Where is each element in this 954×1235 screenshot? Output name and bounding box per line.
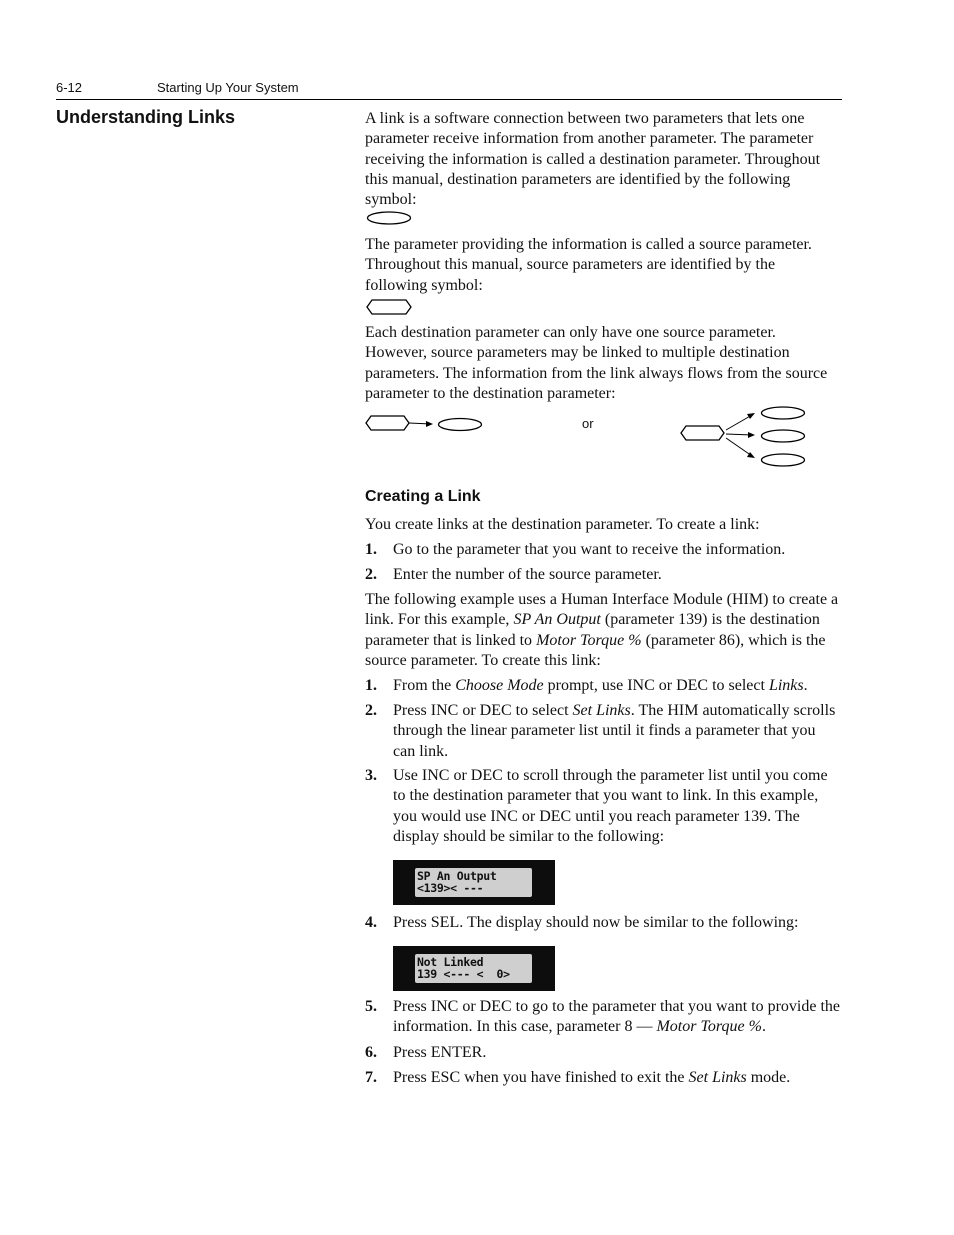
list-item xyxy=(365,1043,841,1063)
paragraph-create-intro: You create links at the destination parameter. To create a link: xyxy=(365,516,760,533)
multi-link-diagram xyxy=(678,404,810,470)
destination-symbol-icon xyxy=(762,407,805,419)
step-number: 1. xyxy=(365,541,377,558)
page-header xyxy=(56,80,842,100)
list-item xyxy=(365,1068,841,1088)
step-number: 5. xyxy=(365,998,377,1015)
list-item xyxy=(365,540,841,560)
page-number: 6-12 xyxy=(56,80,83,95)
paragraph-source-definition: The parameter providing the information is called a source parameter. Throughout this manual, source parameters are identified by the following symbol: xyxy=(365,236,812,294)
list-item xyxy=(365,565,841,585)
list-item xyxy=(365,913,841,933)
step-number: 6. xyxy=(365,1044,377,1061)
subsection-title: Creating a Link xyxy=(365,488,481,505)
list-item xyxy=(365,997,841,1038)
list-item xyxy=(365,676,841,696)
him-lcd-display xyxy=(393,946,555,991)
step-text: Press INC or DEC to go to the parameter that you want to provide the information. In this case, parameter 8 — Motor Torque %. xyxy=(393,998,841,1036)
step-number: 3. xyxy=(365,767,377,784)
source-symbol-icon xyxy=(366,298,414,316)
step-text: Enter the number of the source parameter. xyxy=(393,566,662,583)
lcd-line-1: Not Linked xyxy=(417,955,484,969)
section-title: Understanding Links xyxy=(56,107,236,127)
paragraph-link-flow: Each destination parameter can only have one source parameter. However, source parameters may be linked to multiple destination parameters. The information from the link always flows from the source parameter to the destination parameter: xyxy=(365,324,828,402)
step-number: 4. xyxy=(365,914,377,931)
paragraph-example-intro: The following example uses a Human Interface Module (HIM) to create a link. For this example, SP An Output (parameter 139) is the destination parameter that is linked to Motor Torque % (parameter 86), which is the source parameter. To create this link: xyxy=(365,591,839,669)
source-symbol-icon xyxy=(681,426,724,440)
list-item xyxy=(365,766,841,847)
arrow-icon xyxy=(748,432,755,438)
step-text: Press INC or DEC to select Set Links. The HIM automatically scrolls through the linear parameter list until it finds a parameter that you can link. xyxy=(393,702,836,760)
step-text: Go to the parameter that you want to receive the information. xyxy=(393,541,786,558)
destination-symbol-icon xyxy=(439,419,482,431)
step-text: Press ENTER. xyxy=(393,1044,487,1061)
list-item xyxy=(365,701,841,762)
step-number: 2. xyxy=(365,566,377,583)
arrow-icon xyxy=(426,421,433,427)
lcd-line-1: SP An Output xyxy=(417,869,497,883)
step-number: 2. xyxy=(365,702,377,719)
step-number: 7. xyxy=(365,1069,377,1086)
running-head: Starting Up Your System xyxy=(157,80,299,95)
him-lcd-display xyxy=(393,860,555,905)
destination-symbol-icon xyxy=(762,454,805,466)
arrow-icon xyxy=(747,413,755,419)
lcd-screen xyxy=(415,954,532,983)
paragraph-link-definition: A link is a software connection between two parameters that lets one parameter receive information from another parameter. The parameter receiving the information is called a destination parameter. Throughout this manual, destination parameters are identified by the following symbol: xyxy=(365,110,821,209)
lcd-line-2: 139 <--- < 0> xyxy=(417,967,510,981)
destination-symbol-icon xyxy=(366,210,414,226)
step-text: From the Choose Mode prompt, use INC or DEC to select Links. xyxy=(393,677,808,694)
lcd-screen xyxy=(415,868,532,897)
step-number: 1. xyxy=(365,677,377,694)
single-link-diagram xyxy=(365,413,487,435)
step-text: Use INC or DEC to scroll through the parameter list until you come to the destination parameter that you want to link. In this example, you would use INC or DEC until you reach parameter 139. The display should be similar to the following: xyxy=(393,767,828,845)
source-symbol-icon xyxy=(366,416,409,430)
step-text: Press ESC when you have finished to exit the Set Links mode. xyxy=(393,1069,791,1086)
lcd-line-2: <139>< --- xyxy=(417,881,484,895)
step-text: Press SEL. The display should now be similar to the following: xyxy=(393,914,799,931)
or-label: or xyxy=(582,416,594,431)
destination-symbol-icon xyxy=(762,430,805,442)
